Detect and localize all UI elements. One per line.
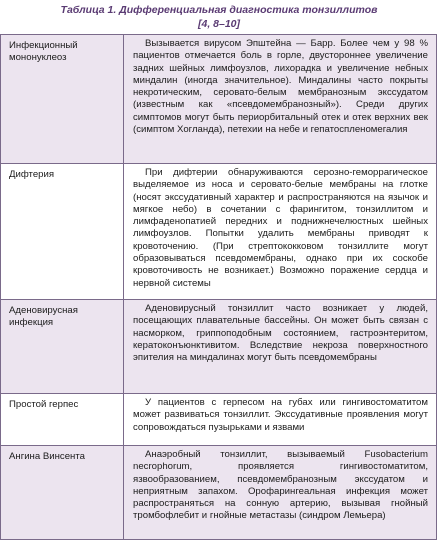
disease-description: Вызывается вирусом Эпштейна — Барр. Более чем у 98 % пациентов отмечается боль в горле, двустороннее увеличение задних шейных лимфоузлов, лихорадка и увеличение небных миндалин (иногда значительное). Миндалины часто покрыты некротическим, серовато-белым мембранозным экссудатом (известным как «псевдомембранозный»). Среди других симптомов могут быть периорбитальный отек и отек верхних век (симптом Хогланда), петехии на небе и гепатоспленомегалия: [124, 35, 437, 164]
disease-description: Анаэробный тонзиллит, вызываемый Fusobacterium necrophorum, проявляется гингивостоматитом, язвообразованием, псевдомембранозным экссудатом и неприятным запахом. Орофарингеальная инфекция может распространяться на сонную артерию, вызывая гнойный тромбофлебит и гнойные метастазы (синдром Лемьера): [124, 446, 437, 540]
disease-name: Дифтерия: [1, 164, 124, 300]
table-references: [4, 8–10]: [197, 18, 241, 30]
disease-description: Аденовирусный тонзиллит часто возникает у людей, посещающих плавательные бассейны. Он может быть связан с насморком, гриппоподобным состоянием, гастроэнтеритом, кератоконъюнктивитом. Вследствие некроза поверхностного эпителия на миндалинах могут быть псевдомембраны: [124, 300, 437, 394]
disease-name: Простой герпес: [1, 394, 124, 446]
disease-name: Инфекционный мононуклеоз: [1, 35, 124, 164]
disease-description: При дифтерии обнаруживаются серозно-геморрагическое выделяемое из носа и серовато-белые мембраны на глотке (носят экссудативный характер и распространяются на язычок и мягкое небо) в сочетании с фарингитом, тонзиллитом и лимфаденопатией передних и поднижнечелюстных шейных лимфоузлов. Попытки удалить мембраны приводят к кровоточению. (При стрептококковом тонзиллите могут образовываться псевдомембраны, однако при их соскобе кровоточивость не возникает.) Возможно поражение сердца и нервной системы: [124, 164, 437, 300]
disease-name: Аденовирусная инфекция: [1, 300, 124, 394]
differential-diagnosis-table: [0, 34, 437, 540]
table-row: [1, 446, 437, 540]
table-row: [1, 394, 437, 446]
table-row: [1, 35, 437, 164]
table-title: Таблица 1. Дифференциальная диагностика тонзиллитов: [60, 4, 378, 16]
disease-name: Ангина Винсента: [1, 446, 124, 540]
table-caption: [0, 0, 438, 34]
table-row: [1, 300, 437, 394]
disease-description: У пациентов с герпесом на губах или гингивостоматитом может развиваться тонзиллит. Экссудативные проявления могут сопровождаться пузырьками и язвами: [124, 394, 437, 446]
table-row: [1, 164, 437, 300]
